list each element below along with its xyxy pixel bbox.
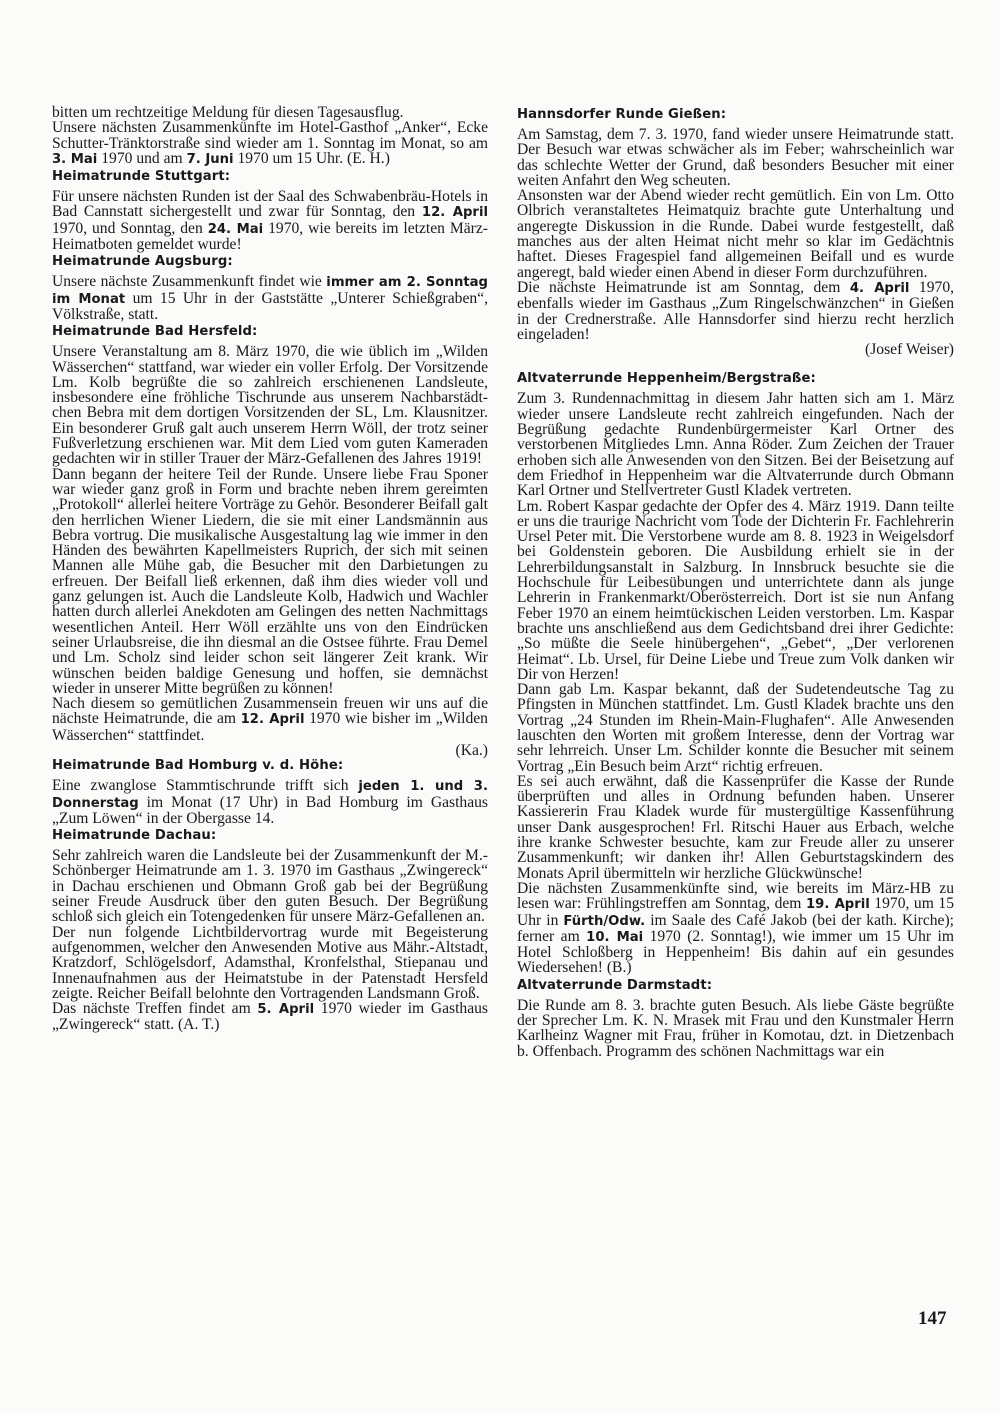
left-column: [52, 105, 488, 1033]
paragraph: Lm. Robert Kaspar gedachte der Opfer des 4. März 1919. Dann teilte er uns die traurige Nachricht vom Tode der Dichterin Fr. Fachlehrerin Ursel Peter mit. Die Verstorbene wurde am 8. 8. 1923 in Weigelsdorf bei Goldenstein geboren. Die Ausbildung erhielt sie in der Lehrerbildungsanstalt in Salzburg. In Innsbruck besuchte sie die Hochschule für Leibesübungen und unterrichtete dann als junge Lehrerin in Frankenmarkt/Oberösterreich. Dort ist sie nun Anfang Feber 1970 an einem heimtückischen Leiden verstorben. Lm. Kaspar brachte uns anschließend aus dem Gedichtsband drei ihrer Gedichte: „So müßte die Seele hinübergehen“, „Gebet“, „Der verlorenen Heimat“. Lb. Ursel, für Deine Liebe und Treue zum Volk danken wir Dir von Herzen!: [517, 497, 954, 683]
text: 1970, ebenfalls wieder im Gasthaus „Zum Ringelschwänzchen“ in Gießen in der Crednerstraße. Alle Hannsdorfer sind hierzu recht herzlich eingeladen!: [517, 278, 955, 343]
section-darmstadt: [517, 978, 954, 1059]
bold-date: 10. Mai: [586, 929, 644, 945]
paragraph: bitten um rechtzeitige Meldung für diesen Tagesausflug.: [52, 104, 404, 121]
text: 1970 wieder im Gasthaus „Zwingereck“ statt. (A. T.): [52, 1000, 488, 1034]
bold-date: 4. April: [849, 280, 910, 296]
bold-phrase: immer am 2. Sonntag im Monat: [52, 275, 488, 307]
section-giessen: [517, 107, 954, 357]
section-heppenheim: [517, 371, 954, 975]
bold-date: 12. April: [421, 205, 488, 221]
intro-section: [52, 105, 488, 167]
text: Die nächste Heimatrunde ist am Sonntag, dem: [517, 278, 850, 296]
section-heading: Heimatrunde Dachau:: [52, 828, 217, 844]
author-signature: (Ka.): [455, 741, 488, 759]
bold-phrase: jeden 1. und 3. Donnerstag: [52, 779, 488, 811]
page-number: 147: [918, 1308, 947, 1329]
bold-date: 19. April: [805, 897, 870, 913]
paragraph: Die Runde am 8. 3. brachte guten Besuch. Als liebe Gäste begrüßte der Sprecher Lm. K. N. Mrasek mit Frau und den Kunstmaler Herrn Karlheinz Wagner mit Frau, früher in Komotau, dzt. in Dietzenbach b. Offenbach. Programm des schönen Nachmittags war ein: [517, 996, 954, 1060]
section-heading: Heimatrunde Augsburg:: [52, 254, 233, 270]
text: Das nächste Treffen findet am: [52, 1000, 258, 1018]
bold-date: 5. April: [257, 1002, 315, 1018]
bold-date: 7. Juni: [186, 151, 234, 167]
section-heading: Heimatrunde Stuttgart:: [52, 169, 231, 185]
paragraph: Am Samstag, dem 7. 3. 1970, fand wieder unsere Heimatrunde statt. Der Besuch war etwas schwächer als im Feber; wahrscheinlich war das schlechte Wetter der Grund, daß besonders Besucher mit einer weiten Anfahrt den Weg scheuten.: [517, 126, 954, 189]
bold-date: 12. April: [240, 712, 305, 728]
paragraph: Dann begann der heitere Teil der Runde. Unsere liebe Frau Sponer war wieder ganz groß in Form und brachte neben ihrem gereimten „Protokoll“ allerlei heitere Vorträge zu Gehör. Besonderer Beifall galt den herrlichen Wiener Liedern, die sie mit einer Landsmännin aus Bebra vortrug. Die musikalische Ausgestaltung lag wie immer in den Händen des bewährten Kapellmeisters Ruprich, der sich mit seinen Mannen alle Mühe gab, die Besucher mit den Darbietungen zu erfreuen. Der Beifall ließ erkennen, daß ihm dies wieder voll und ganz gelungen ist. Auch die Landsleute Kolb, Hadwich und Wachler hatten durch allerlei Anekdoten am Gelingen des netten Nachmittags wesentlichen Anteil. Herr Wöll erzählte uns von den Eindrücken seiner Urlaubsreise, die ihn diesmal an die Ostsee führte. Frau Demel und Lm. Scholz sind leider schon seit längerer Zeit krank. Wir wünschen beiden baldige Genesung und hoffen, sie demnächst wieder in unserer Mitte begrüßen zu können!: [52, 465, 488, 697]
author-signature: (Josef Weiser): [865, 341, 954, 359]
text: 1970, und Sonntag, den: [52, 219, 208, 237]
section-heading: Altvaterrunde Darmstadt:: [517, 977, 713, 993]
text: Unsere nächsten Zusammenkünfte im Hotel-Gasthof „Anker“, Ecke Schutter-Tränktorstraße sind wieder am 1. Sonntag im Monat, so am: [52, 119, 488, 152]
paragraph: [52, 1001, 488, 1033]
text: Unsere nächste Zusammenkunft findet wie: [52, 273, 327, 291]
text: im Saale des Café Jakob (bei der kath. Kirche); ferner am: [517, 911, 954, 945]
text: 1970 (2. Sonntag!), wie immer um 15 Uhr im Hotel Schloßberg in Heppenheim! Bis dahin auf ein gesundes Wiedersehen! (B.): [517, 927, 954, 977]
text: Nach diesem so gemütlichen Zusammensein freuen wir uns auf die nächste Heimatrunde, die am: [52, 695, 488, 728]
text: 1970 und am: [97, 149, 187, 167]
text: 1970, um 15 Uhr in: [517, 895, 954, 929]
text: Eine zwanglose Stammtischrunde trifft sich: [52, 777, 359, 795]
paragraph: [52, 120, 488, 167]
text: Für unsere nächsten Runden ist der Saal des Schwabenbräu-Hotels in Bad Cannstatt sichergestellt und zwar für Sonntag, den: [52, 188, 488, 221]
section-heading: Hannsdorfer Runde Gießen:: [517, 107, 727, 122]
section-dachau: [52, 828, 488, 1033]
bold-place: Fürth/Odw.: [563, 913, 646, 929]
text: 1970 wie bisher im „Wilden Wässerchen“ stattfindet.: [52, 710, 488, 744]
text: 1970 um 15 Uhr. (E. H.): [233, 149, 390, 167]
section-bad-homburg: [52, 758, 488, 826]
section-heading: Heimatrunde Bad Homburg v. d. Höhe:: [52, 758, 344, 774]
paragraph: Ansonsten war der Abend wieder recht gemütlich. Ein von Lm. Otto Olbrich veranstaltetes Heimatquiz brachte gute Unterhaltung und angeregte Diskussion in die Runde. Dabei wurde festgestellt, daß manches aus der alten Heimat nicht mehr so klar im Gedächtnis haftet. Dieses Fragespiel fand allgemeinen Beifall und es wurde angeregt, bald wieder einen Abend in dieser Form durchzuführen.: [517, 187, 954, 281]
section-stuttgart: [52, 169, 488, 252]
paragraph: Unsere Veranstaltung am 8. März 1970, die wie üblich im „Wilden Wässerchen“ stattfand, war wieder ein voller Erfolg. Der Vorsitzende Lm. Kolb begrüßte die so zahlreich erschienenen Landsleute, insbesondere eine fröhliche Tischrunde aus unserem Nachbarstädtchen Bebra mit dem dortigen Vorsitzenden der SL, Lm. Klausnitzer. Ein besonderer Gruß galt auch unserem Herrn Wöll, der trotz seiner Fußverletzung erschienen war. Mit dem Lied vom guten Kameraden gedachten wir in stiller Trauer der März-Gefallenen des Jahres 1919!: [52, 343, 488, 468]
section-bad-hersfeld: [52, 324, 488, 758]
paragraph: [52, 778, 488, 826]
right-column: [517, 105, 954, 1059]
paragraph: Dann gab Lm. Kaspar bekannt, daß der Sudetendeutsche Tag zu Pfingsten in München stattfindet. Lm. Gustl Kladek brachte uns den Vortrag „24 Stunden im Rhein-Main-Flughafen“. Alle Anwesenden lauschten den Worten mit großem Interesse, denn der Vortrag war sehr lehrreich. Unser Lm. Schilder konnte die Besucher mit seinem Vortrag „Ein Besuch beim Arzt“ richtig erfreuen.: [517, 681, 954, 775]
section-heading: Heimatrunde Bad Hersfeld:: [52, 324, 258, 340]
text: im Monat (17 Uhr) in Bad Homburg im Gasthaus „Zum Löwen“ in der Obergasse 14.: [52, 793, 488, 827]
paragraph: [517, 881, 954, 976]
section-heading: Altvaterrunde Heppenheim/Bergstraße:: [517, 371, 816, 387]
paragraph: Zum 3. Rundennachmittag in diesem Jahr hatten sich am 1. März wieder unsere Landsleute recht zahlreich eingefunden. Nach der Begrüßung gedachte Rundenbürgermeister Karl Ortner des verstorbenen Mitgliedes Lmn. Anna Röder. Zum Zeichen der Trauer erhoben sich alle Anwesenden von den Sitzen. Bei der Beisetzung auf dem Friedhof in Heppenheim war die Altvaterrunde durch Obmann Karl Ortner und Stellvertreter Gustl Kladek vertreten.: [517, 390, 954, 500]
paragraph: [517, 280, 954, 342]
section-augsburg: [52, 254, 488, 322]
bold-date: 24. Mai: [207, 221, 264, 237]
paragraph: [52, 696, 488, 743]
text: um 15 Uhr in der Gaststätte „Unterer Schießgraben“, Völkstraße, statt.: [52, 289, 488, 323]
paragraph: [52, 189, 488, 252]
paragraph: [52, 274, 488, 322]
bold-date: 3. Mai: [52, 151, 98, 167]
paragraph: Der nun folgende Lichtbildervortrag wurde mit Begeisterung aufgenommen, welcher den Anwesenden Motive aus Mähr.-Altstadt, Kratzdorf, Schlögelsdorf, Adamsthal, Kronfelsthal, Stiepanau und Innenaufnahmen aus der Heimatstube in der Patenstadt Hersfeld zeigte. Reicher Beifall belohnte den Vortragenden Landsmann Groß.: [52, 923, 488, 1002]
paragraph: Sehr zahlreich waren die Landsleute bei der Zusammenkunft der M.-Schönberger Heimatrunde am 1. 3. 1970 im Gasthaus „Zwingereck“ in Dachau erschienen und Obmann Groß gab bei der Begrüßung seiner Freude Ausdruck über den guten Besuch. Der Begrüßung schloß sich gleich ein Totengedenken für unsere März-Gefallenen an.: [52, 847, 488, 926]
paragraph: Es sei auch erwähnt, daß die Kassenprüfer die Kasse der Runde überprüften und alles in Ordnung befunden haben. Unserer Kassiererin Frau Kladek wurde für mustergültige Kassenführung unser Dank ausgesprochen! Frl. Ritschi Hauer aus Erbach, welche ihre kranke Schwester besuchte, kam zur Freude aller zu unserer Zusammenkunft; wir danken ihr! Allen Geburtstagskindern des Monats April übermitteln wir herzliche Glückwünsche!: [517, 772, 954, 882]
text: 1970, wie bereits im letzten März-Heimatboten gemeldet wurde!: [52, 219, 488, 254]
text: Die nächsten Zusammenkünfte sind, wie bereits im März-HB zu lesen war: Frühlingstreffen am Sonntag, dem: [517, 879, 954, 913]
